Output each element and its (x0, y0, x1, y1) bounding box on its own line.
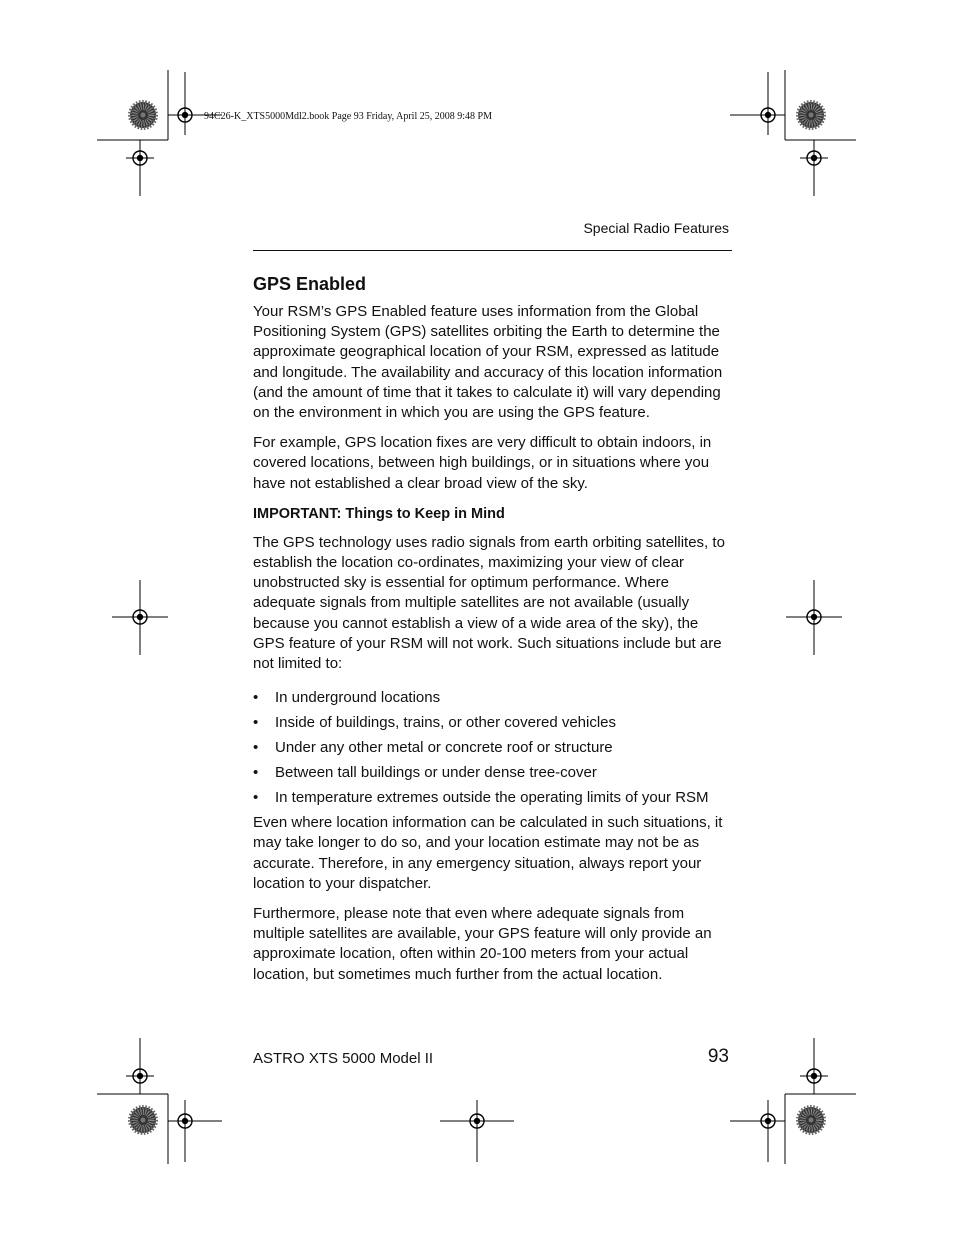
body-paragraph: Your RSM’s GPS Enabled feature uses information from the Global Positioning System (GPS) satellites orbiting the Earth to determine the approximate geographical location of your RSM, expressed as latitude and longitude. The availability and accuracy of this location information (and the amount of time that it takes to calculate it) will vary depending on the environment in which you are using the GPS feature. (253, 303, 723, 422)
color-star-target-icon (798, 1107, 824, 1133)
color-star-target-icon (130, 102, 156, 128)
registration-target-icon (754, 1107, 782, 1135)
body-paragraph: Even where location information can be calculated in such situations, it may take longer to do so, and your location estimate may not be as accurate. Therefore, in any emergency situation, always report your location to your dispatcher. (253, 814, 723, 892)
running-header: Special Radio Features (583, 220, 729, 236)
conditions-list (253, 688, 731, 808)
body-paragraph: The GPS technology uses radio signals from earth orbiting satellites, to establish the location co-ordinates, maximizing your view of clear unobstructed sky is essential for optimum performance. Where adequate signals from multiple satellites are not available (usually because you cannot establish a view of a wide area of the sky), the GPS feature of your RSM will not work. Such situations include but are not limited to: (253, 533, 725, 673)
print-slug: 94C26-K_XTS5000Mdl2.book Page 93 Friday, April 25, 2008 9:48 PM (204, 111, 492, 122)
body-paragraph: For example, GPS location fixes are very difficult to obtain indoors, in covered locations, between high buildings, or in situations where you have not established a clear broad view of the sky. (253, 434, 712, 492)
page-content (253, 272, 731, 995)
list-item: • In underground locations (253, 689, 441, 707)
list-item: • Under any other metal or concrete roof or structure (253, 739, 613, 757)
footer-product-name: ASTRO XTS 5000 Model II (253, 1050, 434, 1067)
color-star-target-icon (130, 1107, 156, 1133)
registration-target-icon (800, 1062, 828, 1090)
page-number: 93 (707, 1046, 729, 1067)
registration-target-icon (800, 144, 828, 172)
registration-target-icon (463, 1107, 491, 1135)
body-paragraph: Furthermore, please note that even where adequate signals from multiple satellites are available, your GPS feature will only provide an approximate location, often within 20-100 meters from your actual location, but sometimes much further from the actual location. (253, 905, 712, 983)
list-item: • Inside of buildings, trains, or other covered vehicles (253, 714, 617, 732)
color-star-target-icon (798, 102, 824, 128)
header-rule (253, 250, 732, 251)
bullet-icon: • (253, 764, 259, 782)
important-heading: IMPORTANT: Things to Keep in Mind (253, 505, 505, 522)
registration-target-icon (171, 1107, 199, 1135)
list-item: • In temperature extremes outside the operating limits of your RSM (253, 789, 709, 807)
bullet-icon: • (253, 789, 259, 807)
registration-target-icon (126, 1062, 154, 1090)
bullet-icon: • (253, 714, 259, 732)
registration-target-icon (171, 101, 199, 129)
section-title: GPS Enabled (253, 274, 367, 294)
registration-target-icon (754, 101, 782, 129)
bullet-icon: • (253, 689, 259, 707)
registration-target-icon (126, 144, 154, 172)
bullet-icon: • (253, 739, 259, 757)
list-item: • Between tall buildings or under dense tree-cover (253, 764, 597, 782)
